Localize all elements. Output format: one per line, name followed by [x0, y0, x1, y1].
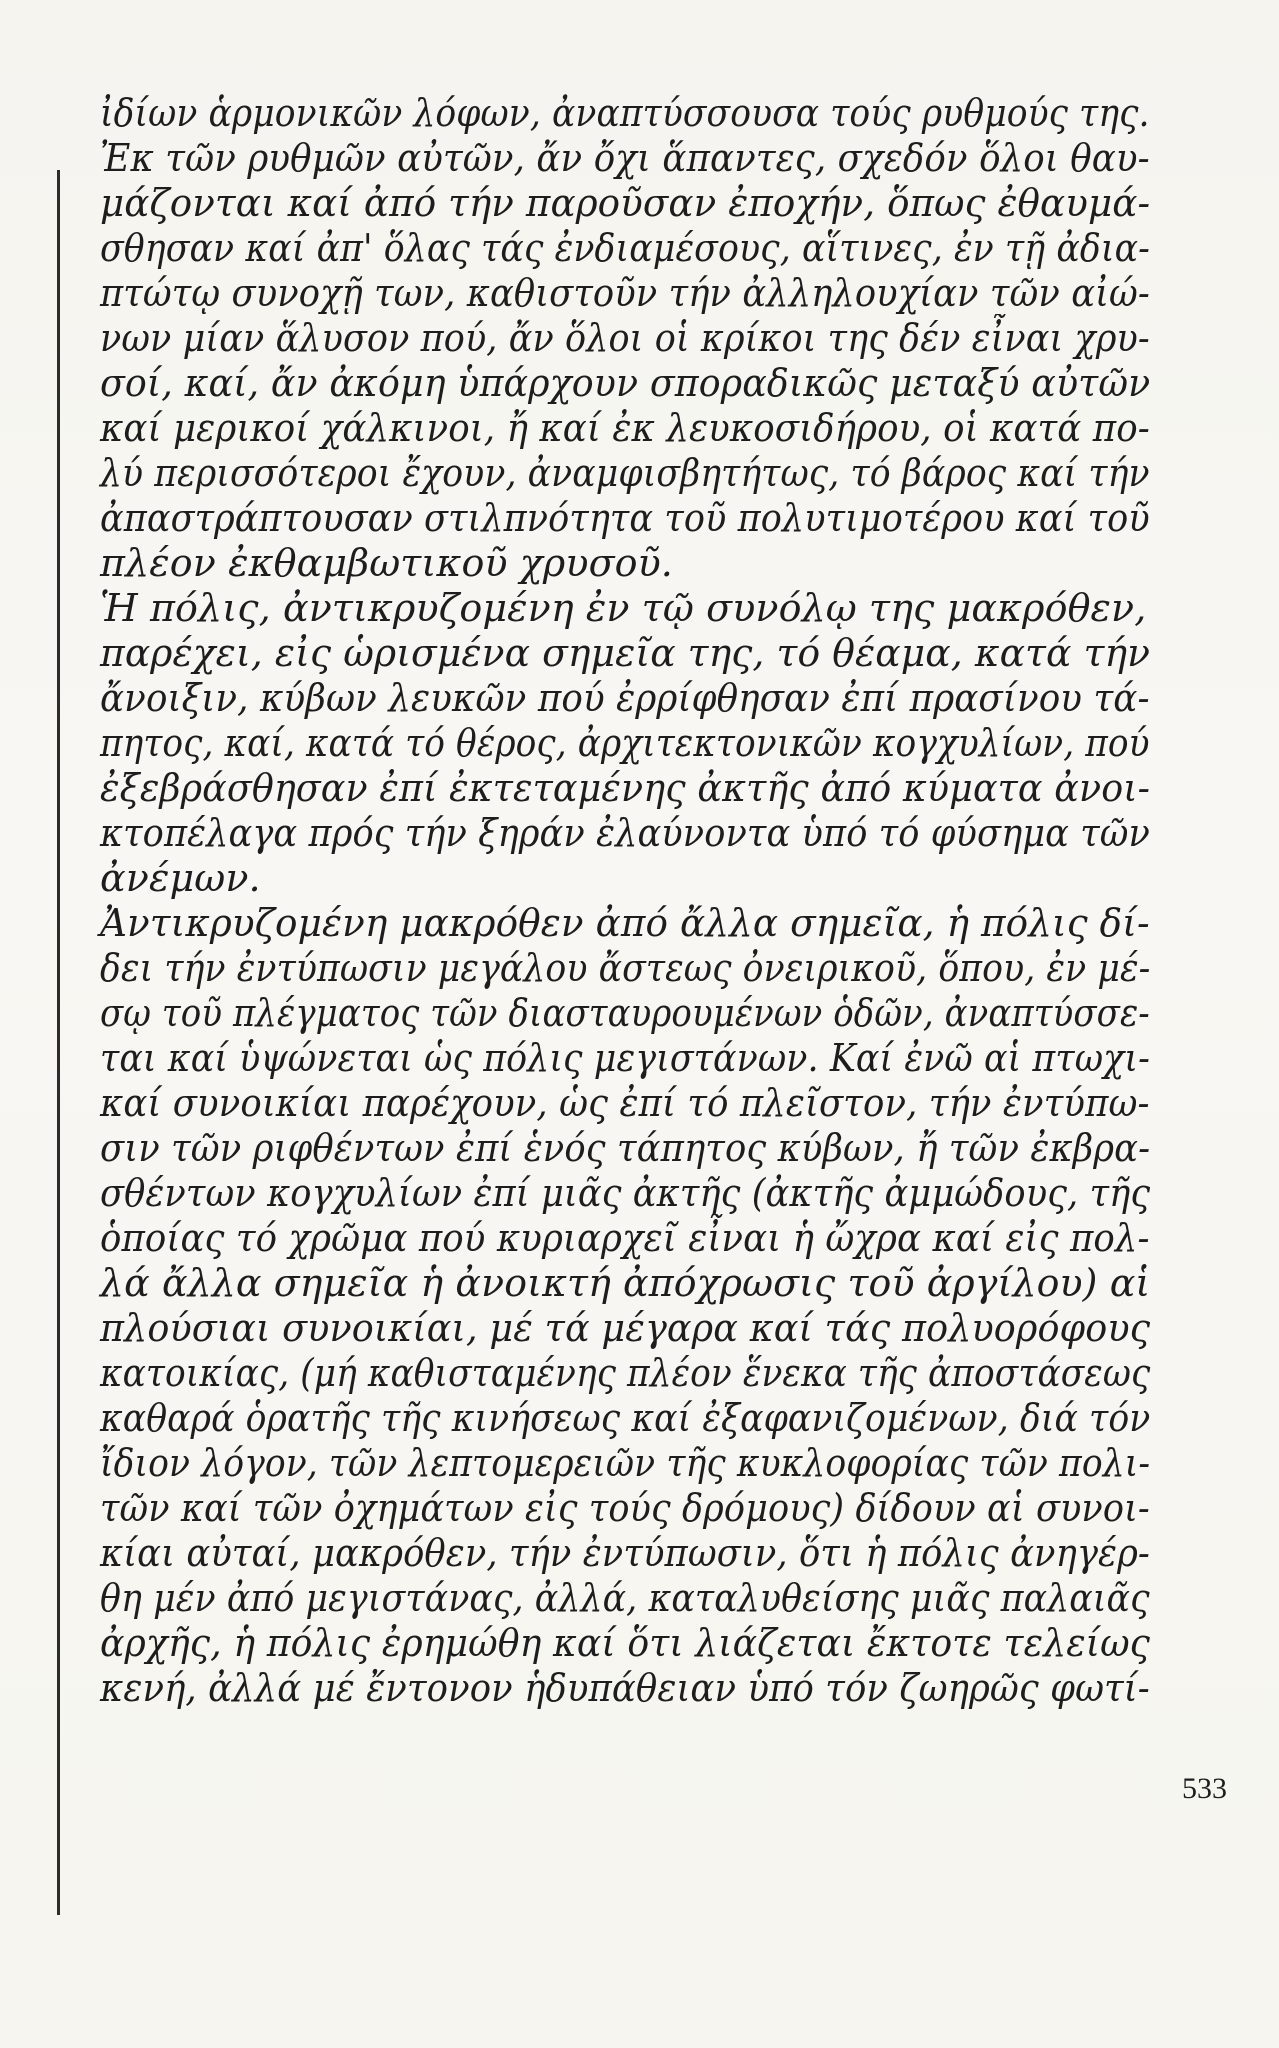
text-line: σοί, καί, ἄν ἀκόμη ὑπάρχουν σποραδικῶς μεταξύ αὐτῶν	[100, 361, 1151, 405]
text-line: σιν τῶν ριφθέντων ἐπί ἑνός τάπητος κύβων, ἤ τῶν ἐκβρα-	[100, 1126, 1151, 1170]
text-line: κενή, ἀλλά μέ ἔντονον ἡδυπάθειαν ὑπό τόν ζωηρῶς φωτί-	[100, 1666, 1150, 1710]
text-line: πλέον ἐκθαμβωτικοῦ χρυσοῦ.	[100, 541, 673, 585]
text-line: καί μερικοί χάλκινοι, ἤ καί ἐκ λευκοσιδήρου, οἱ κατά πο-	[100, 406, 1150, 450]
text-line: δει τήν ἐντύπωσιν μεγάλου ἄστεως ὀνειρικοῦ, ὅπου, ἐν μέ-	[100, 946, 1151, 990]
text-line: θη μέν ἀπό μεγιστάνας, ἀλλά, καταλυθείσης μιᾶς παλαιᾶς	[100, 1576, 1150, 1620]
text-line: ἰδίων ἁρμονικῶν λόφων, ἀναπτύσσουσα τούς ρυθμούς της.	[100, 91, 1150, 135]
text-line: ὁποίας τό χρῶμα πού κυριαρχεῖ εἶναι ἡ ὤχρα καί εἰς πολ-	[100, 1216, 1150, 1260]
text-line: Ἀντικρυζομένη μακρόθεν ἀπό ἄλλα σημεῖα, ἡ πόλις δί-	[100, 901, 1150, 945]
text-line: ἴδιον λόγον, τῶν λεπτομερειῶν τῆς κυκλοφορίας τῶν πολι-	[100, 1441, 1151, 1485]
text-line: Ἡ πόλις, ἀντικρυζομένη ἐν τῷ συνόλῳ της μακρόθεν,	[100, 586, 1147, 630]
margin-rule	[57, 170, 60, 1915]
text-line: σθέντων κογχυλίων ἐπί μιᾶς ἀκτῆς (ἀκτῆς ἀμμώδους, τῆς	[100, 1171, 1151, 1215]
text-line: ἀνέμων.	[100, 856, 261, 900]
text-line: ἐξεβράσθησαν ἐπί ἐκτεταμένης ἀκτῆς ἀπό κύματα ἀνοι-	[100, 766, 1151, 810]
text-line: πτώτῳ συνοχῇ των, καθιστοῦν τήν ἀλληλουχίαν τῶν αἰώ-	[100, 271, 1150, 315]
text-line: ται καί ὑψώνεται ὡς πόλις μεγιστάνων. Καί ἐνῶ αἱ πτωχι-	[100, 1036, 1150, 1080]
text-line: κτοπέλαγα πρός τήν ξηράν ἐλαύνοντα ὑπό τό φύσημα τῶν	[100, 811, 1151, 855]
text-line: μάζονται καί ἀπό τήν παροῦσαν ἐποχήν, ὅπως ἐθαυμά-	[100, 181, 1151, 225]
text-line: λύ περισσότεροι ἔχουν, ἀναμφισβητήτως, τό βάρος καί τήν	[100, 451, 1150, 495]
text-line: πητος, καί, κατά τό θέρος, ἀρχιτεκτονικῶν κογχυλίων, πού	[100, 721, 1150, 765]
text-line: ἄνοιξιν, κύβων λευκῶν πού ἐρρίφθησαν ἐπί πρασίνου τά-	[100, 676, 1150, 720]
text-line: νων μίαν ἅλυσον πού, ἄν ὅλοι οἱ κρίκοι της δέν εἶναι χρυ-	[100, 316, 1150, 360]
text-line: ἀπαστράπτουσαν στιλπνότητα τοῦ πολυτιμοτέρου καί τοῦ	[100, 496, 1150, 540]
page-number: 533	[1182, 1772, 1227, 1805]
text-line: καθαρά ὁρατῆς τῆς κινήσεως καί ἐξαφανιζομένων, διά τόν	[100, 1396, 1151, 1440]
text-line: πλούσιαι συνοικίαι, μέ τά μέγαρα καί τάς πολυορόφους	[100, 1306, 1151, 1350]
text-line: λά ἄλλα σημεῖα ἡ ἀνοικτή ἀπόχρωσις τοῦ ἀργίλου) αἱ	[100, 1261, 1151, 1305]
text-line: σθησαν καί ἀπ' ὅλας τάς ἐνδιαμέσους, αἵτινες, ἐν τῇ ἀδια-	[100, 226, 1150, 270]
text-line: ἀρχῆς, ἡ πόλις ἐρημώθη καί ὅτι λιάζεται ἔκτοτε τελείως	[100, 1621, 1151, 1665]
text-line: Ἐκ τῶν ρυθμῶν αὐτῶν, ἄν ὄχι ἅπαντες, σχεδόν ὅλοι θαυ-	[100, 136, 1150, 180]
text-line: σῳ τοῦ πλέγματος τῶν διασταυρουμένων ὁδῶν, ἀναπτύσσε-	[100, 991, 1150, 1035]
text-line: καί συνοικίαι παρέχουν, ὡς ἐπί τό πλεῖστον, τήν ἐντύπω-	[100, 1081, 1150, 1125]
text-line: κατοικίας, (μή καθισταμένης πλέον ἕνεκα τῆς ἀποστάσεως	[100, 1351, 1151, 1395]
text-line: κίαι αὐταί, μακρόθεν, τήν ἐντύπωσιν, ὅτι ἡ πόλις ἀνηγέρ-	[100, 1531, 1150, 1575]
text-line: τῶν καί τῶν ὀχημάτων εἰς τούς δρόμους) δίδουν αἱ συνοι-	[100, 1486, 1150, 1530]
text-line: παρέχει, εἰς ὡρισμένα σημεῖα της, τό θέαμα, κατά τήν	[100, 631, 1151, 675]
